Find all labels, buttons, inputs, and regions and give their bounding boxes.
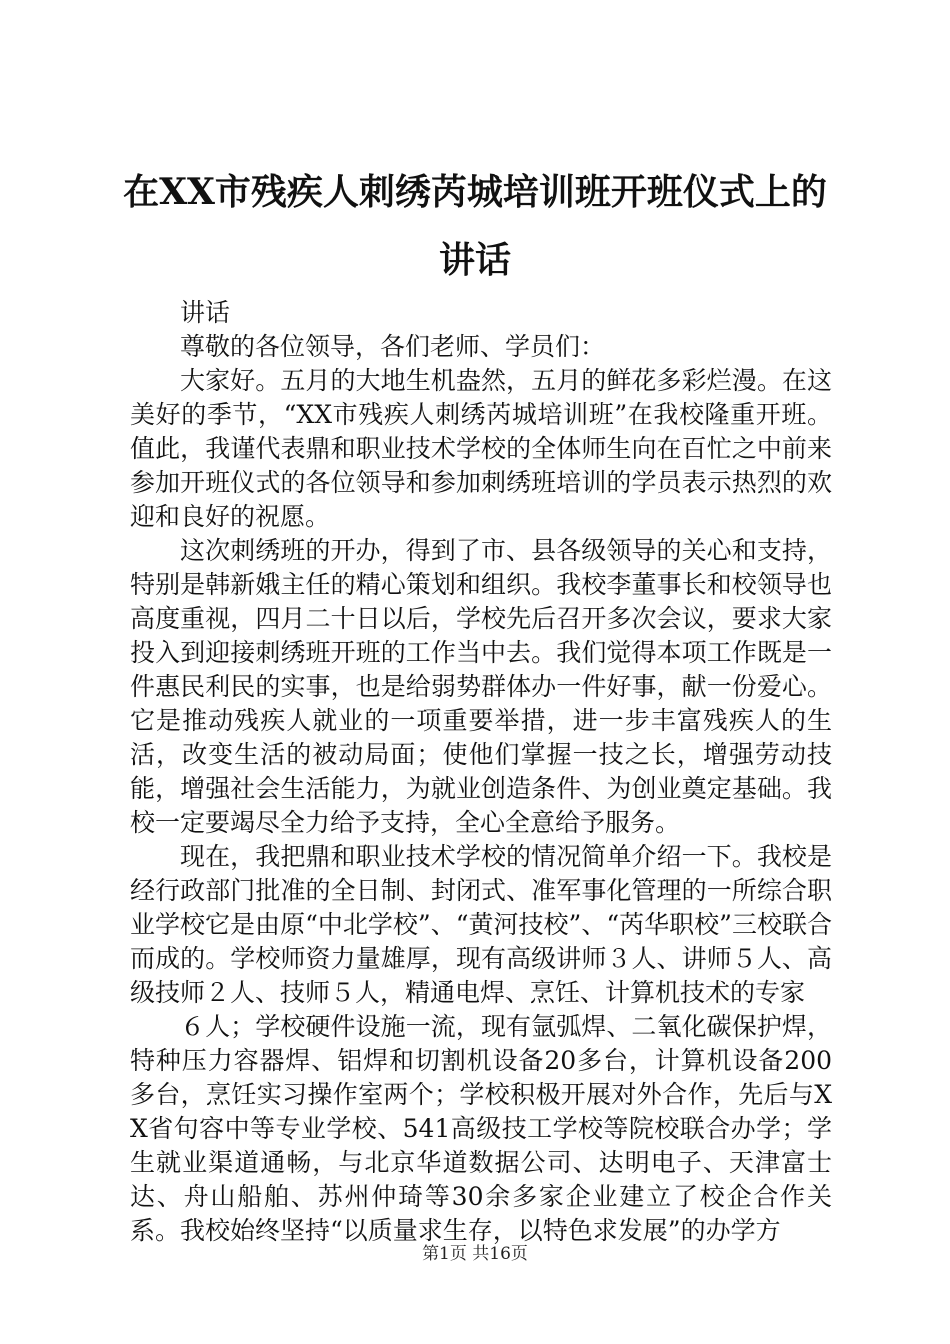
paragraph-support: 这次刺绣班的开办，得到了市、县各级领导的关心和支持，特别是韩新娥主任的精心策划和组织。我校李董事长和校领导也高度重视，四月二十日以后，学校先后召开多次会议，要求大家投入到迎接刺绣班开班的工作当中去。我们觉得本项工作既是一件惠民利民的实事，也是给弱势群体办一件好事，献一份爱心。它是推动残疾人就业的一项重要举措，进一步丰富残疾人的生活，改变生活的被动局面；使他们掌握一技之长，增强劳动技能，增强社会生活能力，为就业创造条件、为创业奠定基础。我校一定要竭尽全力给予支持，全心全意给予服务。	[130, 536, 832, 837]
page-number-footer: 第1页 共16页	[422, 1244, 528, 1264]
paragraph-salutation: 尊敬的各位领导，各们老师、学员们：	[180, 332, 606, 361]
paragraph-facilities: ６人；学校硬件设施一流，现有氩弧焊、二氧化碳保护焊，特种压力容器焊、铝焊和切割机设备20多台，计算机设备200多台，烹饪实习操作室两个；学校积极开展对外合作，先后与XX省句容中等专业学校、541高级技工学校等院校联合办学；学生就业渠道通畅，与北京华道数据公司、达明电子、天津富士达、舟山船舶、苏州仲琦等30余多家企业建立了校企合作关系。我校始终坚持“以质量求生存，以特色求发展”的办学方	[130, 1012, 832, 1245]
paragraph-heading-label: 讲话	[180, 298, 231, 327]
paragraph-greeting: 大家好。五月的大地生机盎然，五月的鲜花多彩烂漫。在这美好的季节，“XX市残疾人刺绣芮城培训班”在我校隆重开班。值此，我谨代表鼎和职业技术学校的全体师生向在百忙之中前来参加开班仪式的各位领导和参加刺绣班培训的学员表示热烈的欢迎和良好的祝愿。	[130, 366, 832, 531]
paragraph-school-intro: 现在，我把鼎和职业技术学校的情况简单介绍一下。我校是经行政部门批准的全日制、封闭式、准军事化管理的一所综合职业学校它是由原“中北学校”、“黄河技校”、“芮华职校”三校联合而成的。学校师资力量雄厚，现有高级讲师３人、讲师５人、高级技师２人、技师５人，精通电焊、烹饪、计算机技术的专家	[130, 842, 832, 1007]
document-body	[130, 296, 832, 1248]
document-title: 在XX市残疾人刺绣芮城培训班开班仪式上的讲话	[123, 171, 827, 281]
